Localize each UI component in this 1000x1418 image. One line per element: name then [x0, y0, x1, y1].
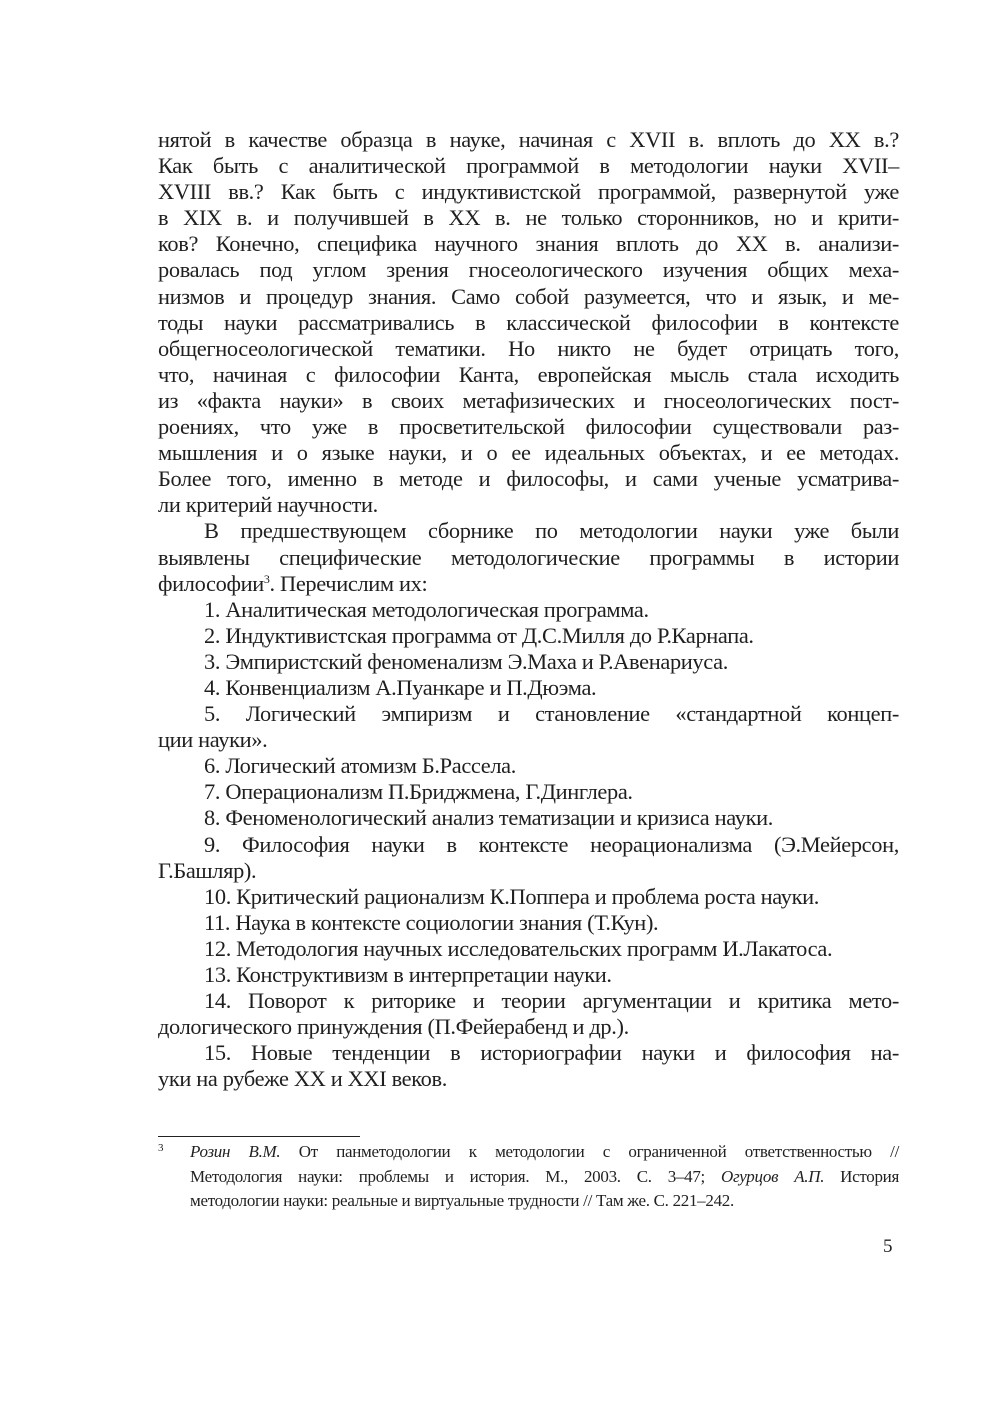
text-line: ли критерий научности. — [158, 492, 378, 518]
footnote-text: Методология науки: проблемы и история. М., 2003. С. 3–47; — [190, 1166, 721, 1186]
list-item-text: 13. Конструктивизм в интерпретации науки. — [204, 962, 612, 987]
footnote-author: Огурцов А.П. — [720, 1166, 825, 1186]
list-item — [158, 962, 899, 988]
list-item — [158, 884, 899, 910]
text-line: выявлены специфические методологические программы в истории — [158, 544, 899, 570]
footnote-body — [190, 1140, 899, 1214]
methodology-programs-list — [158, 597, 899, 1093]
footnote-number: 3 — [158, 1142, 164, 1154]
footnote-line: методологии науки: реальные и виртуальные трудности // Там же. С. 221–242. — [190, 1191, 734, 1210]
footnote-line — [190, 1165, 899, 1190]
list-item-text: 10. Критический рационализм К.Поппера и проблема роста науки. — [204, 883, 820, 909]
footnote-author: Розин В.М. — [190, 1142, 281, 1161]
list-item — [158, 805, 899, 831]
text-line: мышления и о языке науки, и о ее идеальных объектах, и ее методах. — [158, 440, 899, 466]
list-item-text: 12. Методология научных исследовательских программ И.Лакатоса. — [204, 935, 833, 961]
list-item-text: 7. Операционализм П.Бриджмена, Г.Динглера. — [204, 779, 633, 805]
footnote-reference[interactable]: 3 — [263, 571, 270, 586]
list-item-text: 8. Феноменологический анализ тематизации и кризиса науки. — [204, 805, 773, 831]
list-item-text: 9. Философия науки в контексте неорационализма (Э.Мейерсон, — [204, 831, 899, 857]
list-item — [158, 753, 899, 779]
text-fragment: . Перечислим их: — [269, 570, 428, 596]
footnote — [158, 1140, 899, 1214]
list-item-text: 5. Логический эмпиризм и становление «стандартной концеп- — [204, 701, 899, 727]
text-line: XVIII вв.? Как быть с индуктивистской программой, развернутой уже — [158, 179, 899, 205]
text-fragment: философии — [158, 570, 264, 596]
list-item — [158, 701, 899, 753]
text-line: тоды науки рассматривались в классической философии в контексте — [158, 309, 899, 335]
list-item-text: 1. Аналитическая методологическая программа. — [204, 596, 649, 622]
list-item-text: ции науки». — [158, 727, 268, 753]
list-item-text: 2. Индуктивистская программа от Д.С.Милля до Р.Карнапа. — [204, 622, 754, 648]
footnote-text: История — [824, 1166, 900, 1186]
page-number: 5 — [883, 1236, 893, 1257]
text-line: Более того, именно в методе и философы, и сами ученые усматрива- — [158, 466, 899, 492]
text-line: роениях, что уже в просветительской философии существовали раз- — [158, 414, 899, 440]
list-item-text: 6. Логический атомизм Б.Рассела. — [204, 753, 517, 779]
list-item — [158, 779, 899, 805]
footnote-line — [190, 1140, 899, 1165]
list-item-text: 11. Наука в контексте социологии знания (Т.Кун). — [204, 909, 659, 935]
text-line: что, начиная с философии Канта, европейская мысль стала исходить — [158, 361, 899, 387]
list-item — [158, 597, 899, 623]
text-line — [158, 571, 899, 597]
text-line: в XIX в. и получившей в XX в. не только сторонников, но и крити- — [158, 205, 899, 231]
list-item — [158, 675, 899, 701]
list-item — [158, 832, 899, 884]
paragraph-1 — [158, 127, 899, 518]
text-line: Как быть с аналитической программой в методологии науки XVII– — [158, 153, 899, 179]
text-line: низмов и процедур знания. Само собой разумеется, что и язык, и ме- — [158, 283, 899, 309]
paragraph-2 — [158, 518, 899, 596]
list-item-text: дологического принуждения (П.Фейерабенд и др.). — [158, 1014, 629, 1040]
page-body — [158, 127, 899, 1092]
list-item — [158, 910, 899, 936]
text-line: ровалась под углом зрения гносеологического изучения общих меха- — [158, 257, 899, 283]
text-line: ков? Конечно, специфика научного знания вплоть до XX в. анализи- — [158, 231, 899, 257]
list-item-text: уки на рубеже XX и XXI веков. — [158, 1066, 447, 1092]
list-item — [158, 1040, 899, 1092]
list-item — [158, 936, 899, 962]
list-item-text: 3. Эмпиристский феноменализм Э.Маха и Р.Авенариуса. — [204, 648, 728, 674]
list-item — [158, 623, 899, 649]
list-item-text: 15. Новые тенденции в историографии науки и философия на- — [204, 1040, 899, 1066]
list-item — [158, 649, 899, 675]
footnote-separator — [158, 1136, 360, 1137]
list-item — [158, 988, 899, 1040]
text-line: из «факта науки» в своих метафизических и гносеологических пост- — [158, 387, 899, 413]
footnote-text: От панметодологии к методологии с ограниченной ответственностью // — [280, 1142, 899, 1161]
text-line: В предшествующем сборнике по методологии науки уже были — [204, 518, 899, 544]
text-line: общегносеологической тематики. Но никто не будет отрицать того, — [158, 335, 899, 361]
list-item-text: Г.Башляр). — [158, 857, 257, 883]
list-item-text: 14. Поворот к риторике и теории аргументации и критика мето- — [204, 988, 899, 1014]
list-item-text: 4. Конвенциализм А.Пуанкаре и П.Дюэма. — [204, 674, 597, 700]
text-line: нятой в качестве образца в науке, начиная с XVII в. вплоть до XX в.? — [158, 127, 899, 152]
